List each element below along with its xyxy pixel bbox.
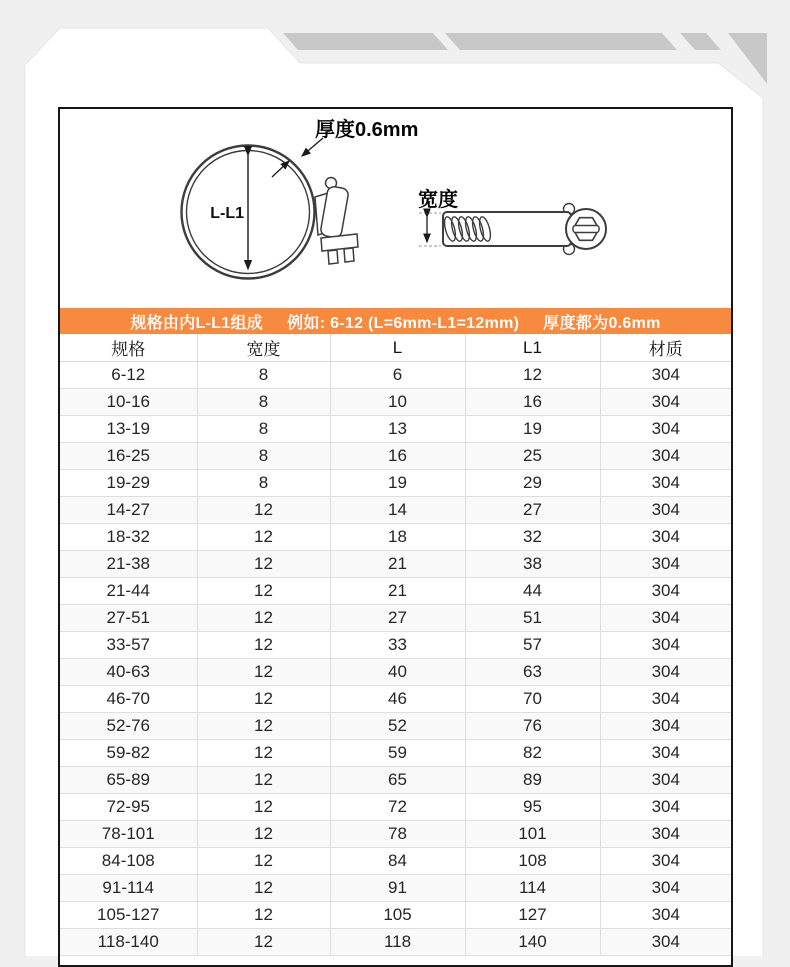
- table-row: [60, 362, 731, 389]
- table-cell: 10: [330, 389, 465, 416]
- table-cell: 12: [197, 686, 330, 713]
- table-cell: 6-12: [60, 362, 197, 389]
- table-cell: 82: [465, 740, 600, 767]
- table-cell: 27: [330, 605, 465, 632]
- table-cell: 304: [600, 362, 731, 389]
- table-cell: 16: [465, 389, 600, 416]
- table-row: [60, 902, 731, 929]
- table-cell: 78-101: [60, 821, 197, 848]
- table-cell: 101: [465, 821, 600, 848]
- table-cell: 25: [465, 443, 600, 470]
- table-cell: 27-51: [60, 605, 197, 632]
- table-cell: 105: [330, 902, 465, 929]
- table-cell: 27: [465, 497, 600, 524]
- table-cell: 44: [465, 578, 600, 605]
- width-arrow: [419, 213, 441, 246]
- table-cell: 10-16: [60, 389, 197, 416]
- column-header: 材质: [600, 334, 731, 362]
- table-cell: 105-127: [60, 902, 197, 929]
- table-cell: 304: [600, 470, 731, 497]
- table-cell: 304: [600, 632, 731, 659]
- table-cell: 12: [197, 821, 330, 848]
- column-header: L1: [465, 334, 600, 362]
- table-cell: 40-63: [60, 659, 197, 686]
- banner-thickness-text: 厚度都为0.6mm: [543, 314, 661, 332]
- table-cell: 12: [197, 875, 330, 902]
- table-cell: 33-57: [60, 632, 197, 659]
- table-cell: 84-108: [60, 848, 197, 875]
- table-cell: 12: [197, 767, 330, 794]
- table-cell: 12: [197, 929, 330, 956]
- table-cell: 91-114: [60, 875, 197, 902]
- table-row: [60, 605, 731, 632]
- table-cell: 8: [197, 416, 330, 443]
- table-cell: 84: [330, 848, 465, 875]
- table-cell: 13: [330, 416, 465, 443]
- table-row: [60, 929, 731, 956]
- table-cell: 12: [197, 551, 330, 578]
- screw-housing: [315, 178, 358, 265]
- table-cell: 21-38: [60, 551, 197, 578]
- table-row: [60, 443, 731, 470]
- table-cell: 51: [465, 605, 600, 632]
- table-cell: 12: [197, 794, 330, 821]
- column-header: 规格: [60, 334, 197, 362]
- table-cell: 12: [197, 578, 330, 605]
- band-side-view: [442, 204, 606, 255]
- table-row: [60, 470, 731, 497]
- table-cell: 19: [330, 470, 465, 497]
- table-cell: 304: [600, 902, 731, 929]
- table-cell: 72: [330, 794, 465, 821]
- table-cell: 304: [600, 686, 731, 713]
- width-label: 宽度: [418, 189, 458, 211]
- table-cell: 8: [197, 470, 330, 497]
- diagram-area: [60, 109, 731, 308]
- table-row: [60, 578, 731, 605]
- table-cell: 19-29: [60, 470, 197, 497]
- header-row: [60, 334, 731, 362]
- thickness-label: 厚度0.6mm: [315, 119, 419, 141]
- table-cell: 118: [330, 929, 465, 956]
- table-cell: 89: [465, 767, 600, 794]
- table-cell: 114: [465, 875, 600, 902]
- table-cell: 12: [197, 659, 330, 686]
- column-header: 宽度: [197, 334, 330, 362]
- table-row: [60, 848, 731, 875]
- table-cell: 304: [600, 794, 731, 821]
- table-row: [60, 767, 731, 794]
- table-cell: 29: [465, 470, 600, 497]
- table-cell: 304: [600, 767, 731, 794]
- table-cell: 108: [465, 848, 600, 875]
- table-cell: 46: [330, 686, 465, 713]
- table-row: [60, 416, 731, 443]
- clamp-diagram: [60, 109, 731, 308]
- table-cell: 65-89: [60, 767, 197, 794]
- table-cell: 304: [600, 578, 731, 605]
- table-cell: 18: [330, 524, 465, 551]
- banner-example-text: 例如: 6-12 (L=6mm-L1=12mm): [287, 314, 520, 332]
- table-row: [60, 821, 731, 848]
- table-cell: 32: [465, 524, 600, 551]
- table-cell: 21: [330, 551, 465, 578]
- table-cell: 59-82: [60, 740, 197, 767]
- table-cell: 12: [197, 902, 330, 929]
- table-cell: 95: [465, 794, 600, 821]
- table-cell: 13-19: [60, 416, 197, 443]
- spec-note-banner: [60, 308, 731, 334]
- table-cell: 16: [330, 443, 465, 470]
- table-cell: 12: [197, 848, 330, 875]
- table-cell: 12: [197, 497, 330, 524]
- table-row: [60, 551, 731, 578]
- table-cell: 304: [600, 389, 731, 416]
- table-cell: 6: [330, 362, 465, 389]
- table-cell: 304: [600, 659, 731, 686]
- table-cell: 304: [600, 821, 731, 848]
- table-row: [60, 659, 731, 686]
- table-row: [60, 713, 731, 740]
- table-cell: 38: [465, 551, 600, 578]
- table-cell: 304: [600, 713, 731, 740]
- table-cell: 59: [330, 740, 465, 767]
- table-cell: 8: [197, 443, 330, 470]
- spec-table: [60, 334, 731, 956]
- table-cell: 91: [330, 875, 465, 902]
- table-cell: 16-25: [60, 443, 197, 470]
- table-cell: 8: [197, 362, 330, 389]
- table-cell: 63: [465, 659, 600, 686]
- table-cell: 18-32: [60, 524, 197, 551]
- stripe-decoration: [283, 33, 448, 50]
- spec-table-header: [60, 334, 731, 362]
- table-cell: 14-27: [60, 497, 197, 524]
- table-cell: 12: [197, 713, 330, 740]
- table-row: [60, 740, 731, 767]
- stripe-decoration: [445, 33, 677, 50]
- spec-table-body: [60, 362, 731, 956]
- column-header: L: [330, 334, 465, 362]
- table-cell: 304: [600, 875, 731, 902]
- table-cell: 304: [600, 443, 731, 470]
- table-cell: 304: [600, 416, 731, 443]
- screw-head: [566, 209, 606, 249]
- table-cell: 12: [197, 740, 330, 767]
- diameter-label: L-L1: [210, 205, 244, 222]
- table-cell: 304: [600, 497, 731, 524]
- table-cell: 12: [197, 605, 330, 632]
- table-row: [60, 632, 731, 659]
- table-cell: 21: [330, 578, 465, 605]
- banner-rule-text: 规格由内L-L1组成: [130, 314, 264, 332]
- table-cell: 12: [197, 524, 330, 551]
- table-row: [60, 497, 731, 524]
- table-cell: 70: [465, 686, 600, 713]
- table-cell: 40: [330, 659, 465, 686]
- table-cell: 118-140: [60, 929, 197, 956]
- table-row: [60, 794, 731, 821]
- thickness-pointer-outer-arrow: [302, 138, 323, 156]
- table-cell: 33: [330, 632, 465, 659]
- table-cell: 65: [330, 767, 465, 794]
- spec-panel: [58, 107, 733, 967]
- table-cell: 304: [600, 929, 731, 956]
- table-cell: 21-44: [60, 578, 197, 605]
- table-cell: 78: [330, 821, 465, 848]
- table-cell: 52-76: [60, 713, 197, 740]
- table-cell: 304: [600, 524, 731, 551]
- table-row: [60, 875, 731, 902]
- table-cell: 19: [465, 416, 600, 443]
- table-row: [60, 524, 731, 551]
- table-cell: 304: [600, 605, 731, 632]
- table-row: [60, 389, 731, 416]
- thickness-pointer-inner-arrow: [272, 161, 289, 177]
- table-cell: 140: [465, 929, 600, 956]
- table-cell: 304: [600, 740, 731, 767]
- table-cell: 57: [465, 632, 600, 659]
- table-cell: 52: [330, 713, 465, 740]
- table-cell: 72-95: [60, 794, 197, 821]
- table-cell: 127: [465, 902, 600, 929]
- table-cell: 14: [330, 497, 465, 524]
- table-cell: 304: [600, 551, 731, 578]
- table-cell: 12: [197, 632, 330, 659]
- table-row: [60, 686, 731, 713]
- table-cell: 12: [465, 362, 600, 389]
- table-cell: 46-70: [60, 686, 197, 713]
- table-cell: 76: [465, 713, 600, 740]
- table-cell: 8: [197, 389, 330, 416]
- table-cell: 304: [600, 848, 731, 875]
